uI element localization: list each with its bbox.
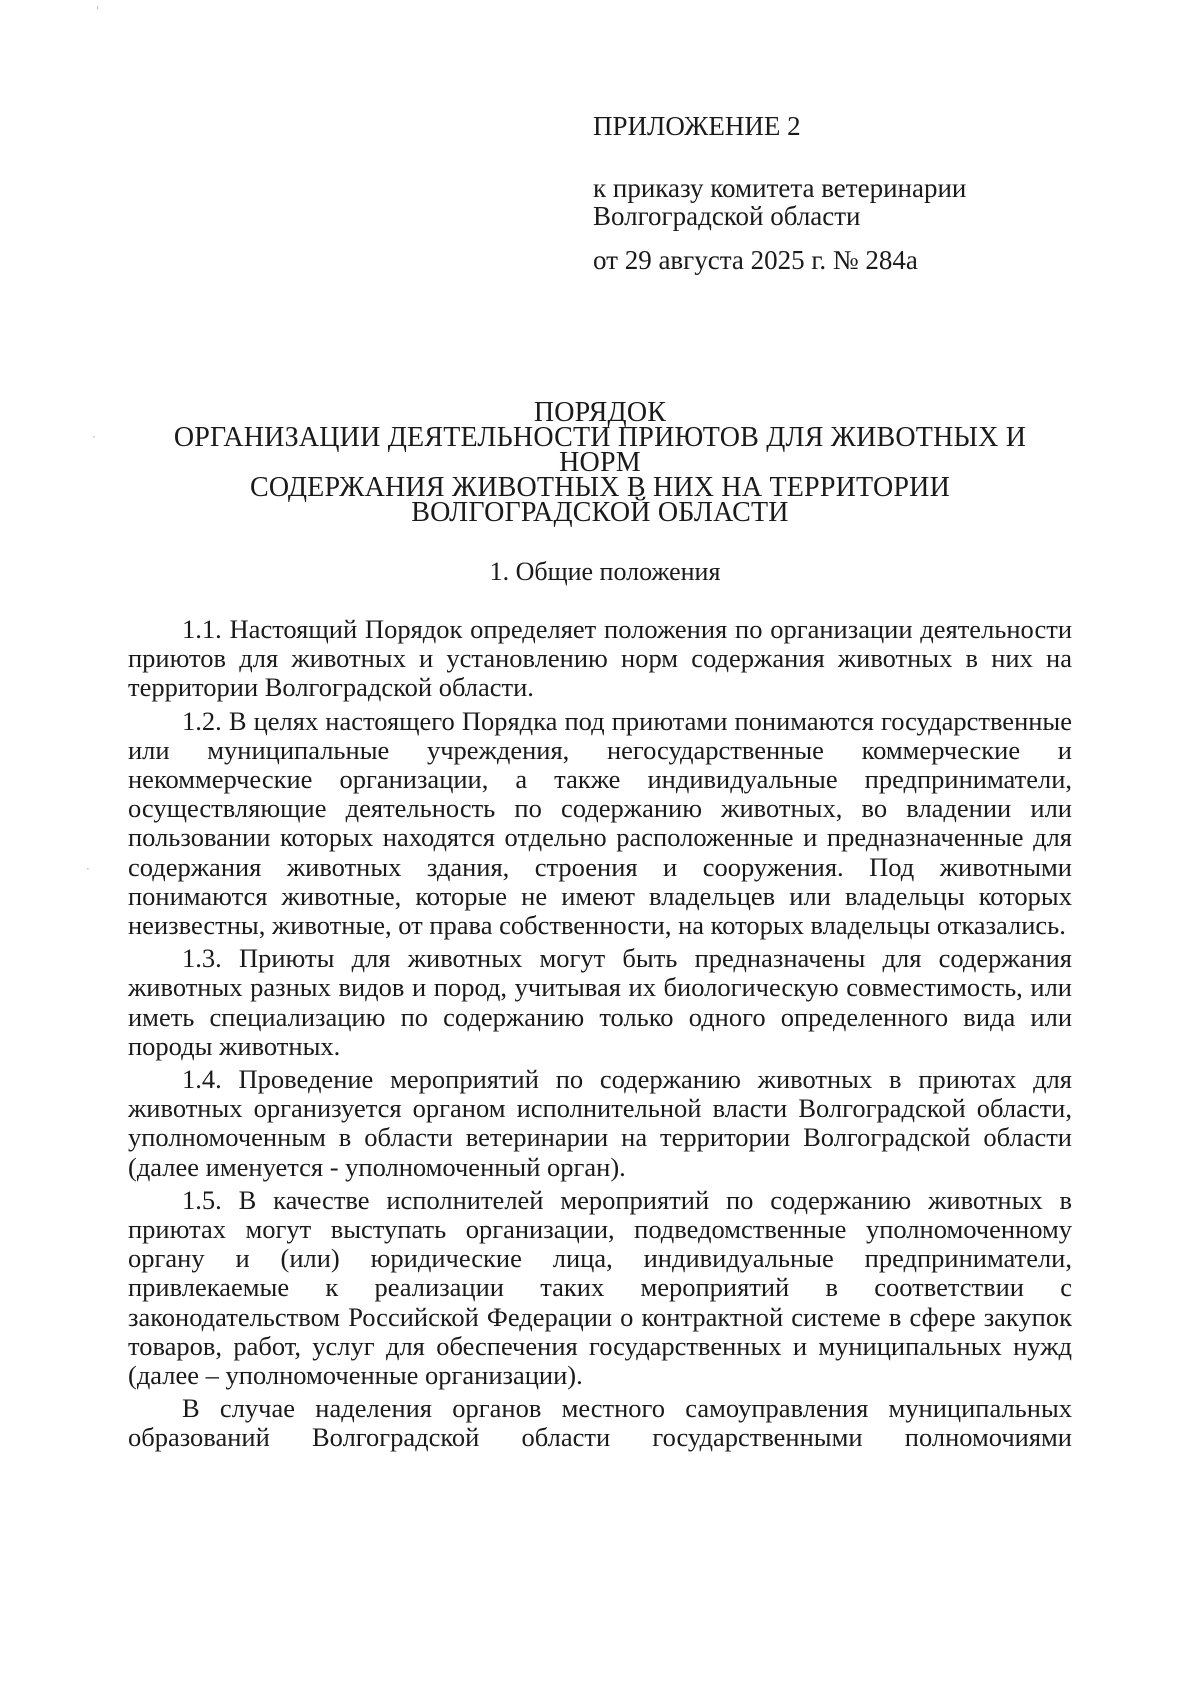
paragraph-1-4: 1.4. Проведение мероприятий по содержанию животных в приютах для животных организуется органом исполнительной власти Волгоградской области, уполномоченным в области ветеринарии на территории Волгоградской области (далее именуется - уполномоченный орган). — [128, 1064, 1072, 1182]
appendix-title: ПРИЛОЖЕНИЕ 2 — [593, 111, 801, 141]
scan-speck: ' — [96, 4, 100, 18]
document-title-line: ВОЛГОГРАДСКОЙ ОБЛАСТИ — [411, 497, 789, 528]
paragraph-1-1: 1.1. Настоящий Порядок определяет положения по организации деятельности приютов для животных и установлению норм содержания животных в них на территории Волгоградской области. — [128, 614, 1072, 703]
appendix-date: от 29 августа 2025 г. № 284а — [593, 245, 918, 275]
document-title-line: НОРМ — [559, 447, 641, 478]
document-title-line: ОРГАНИЗАЦИИ ДЕЯТЕЛЬНОСТИ ПРИЮТОВ ДЛЯ ЖИВОТНЫХ И — [173, 422, 1027, 453]
document-title-line: ПОРЯДОК — [533, 397, 667, 428]
document-body — [128, 615, 1072, 1457]
paragraph-continuation: В случае наделения органов местного самоуправления муниципальных образований Волгоградской области государственными полномочиями — [128, 1393, 1072, 1453]
appendix-order-line: Волгоградской области — [593, 201, 861, 231]
appendix-order-line: к приказу комитета ветеринарии — [593, 173, 967, 203]
document-title — [150, 397, 1050, 528]
paragraph-1-2: 1.2. В целях настоящего Порядка под приютами понимаются государственные или муниципальные учреждения, негосударственные коммерческие и некоммерческие организации, а также индивидуальные предприниматели, осуществляющие деятельность по содержанию животных, во владении или пользовании которых находятся отдельно расположенные и предназначенные для содержания животных здания, строения и сооружения. Под животными понимаются животные, которые не имеют владельцев или владельцы которых неизвестны, животные, от права собственности, на которых владельцы отказались. — [128, 705, 1072, 941]
scan-speck: · — [86, 862, 90, 876]
paragraph-1-5: 1.5. В качестве исполнителей мероприятий по содержанию животных в приютах могут выступать организации, подведомственные уполномоченному органу и (или) юридические лица, индивидуальные предприниматели, привлекаемые к реализации таких мероприятий в соответствии с законодательством Российской Федерации о контрактной системе в сфере закупок товаров, работ, услуг для обеспечения государственных и муниципальных нужд (далее – уполномоченные организации). — [128, 1184, 1072, 1391]
section-heading: 1. Общие положения — [489, 557, 721, 586]
appendix-order-reference — [593, 174, 966, 230]
document-title-line: СОДЕРЖАНИЯ ЖИВОТНЫХ В НИХ НА ТЕРРИТОРИИ — [249, 472, 950, 503]
scan-speck: · — [92, 430, 96, 444]
paragraph-1-3: 1.3. Приюты для животных могут быть предназначены для содержания животных разных видов и пород, учитывая их биологическую совместимость, или иметь специализацию по содержанию только одного определенного вида или породы животных. — [128, 943, 1072, 1061]
